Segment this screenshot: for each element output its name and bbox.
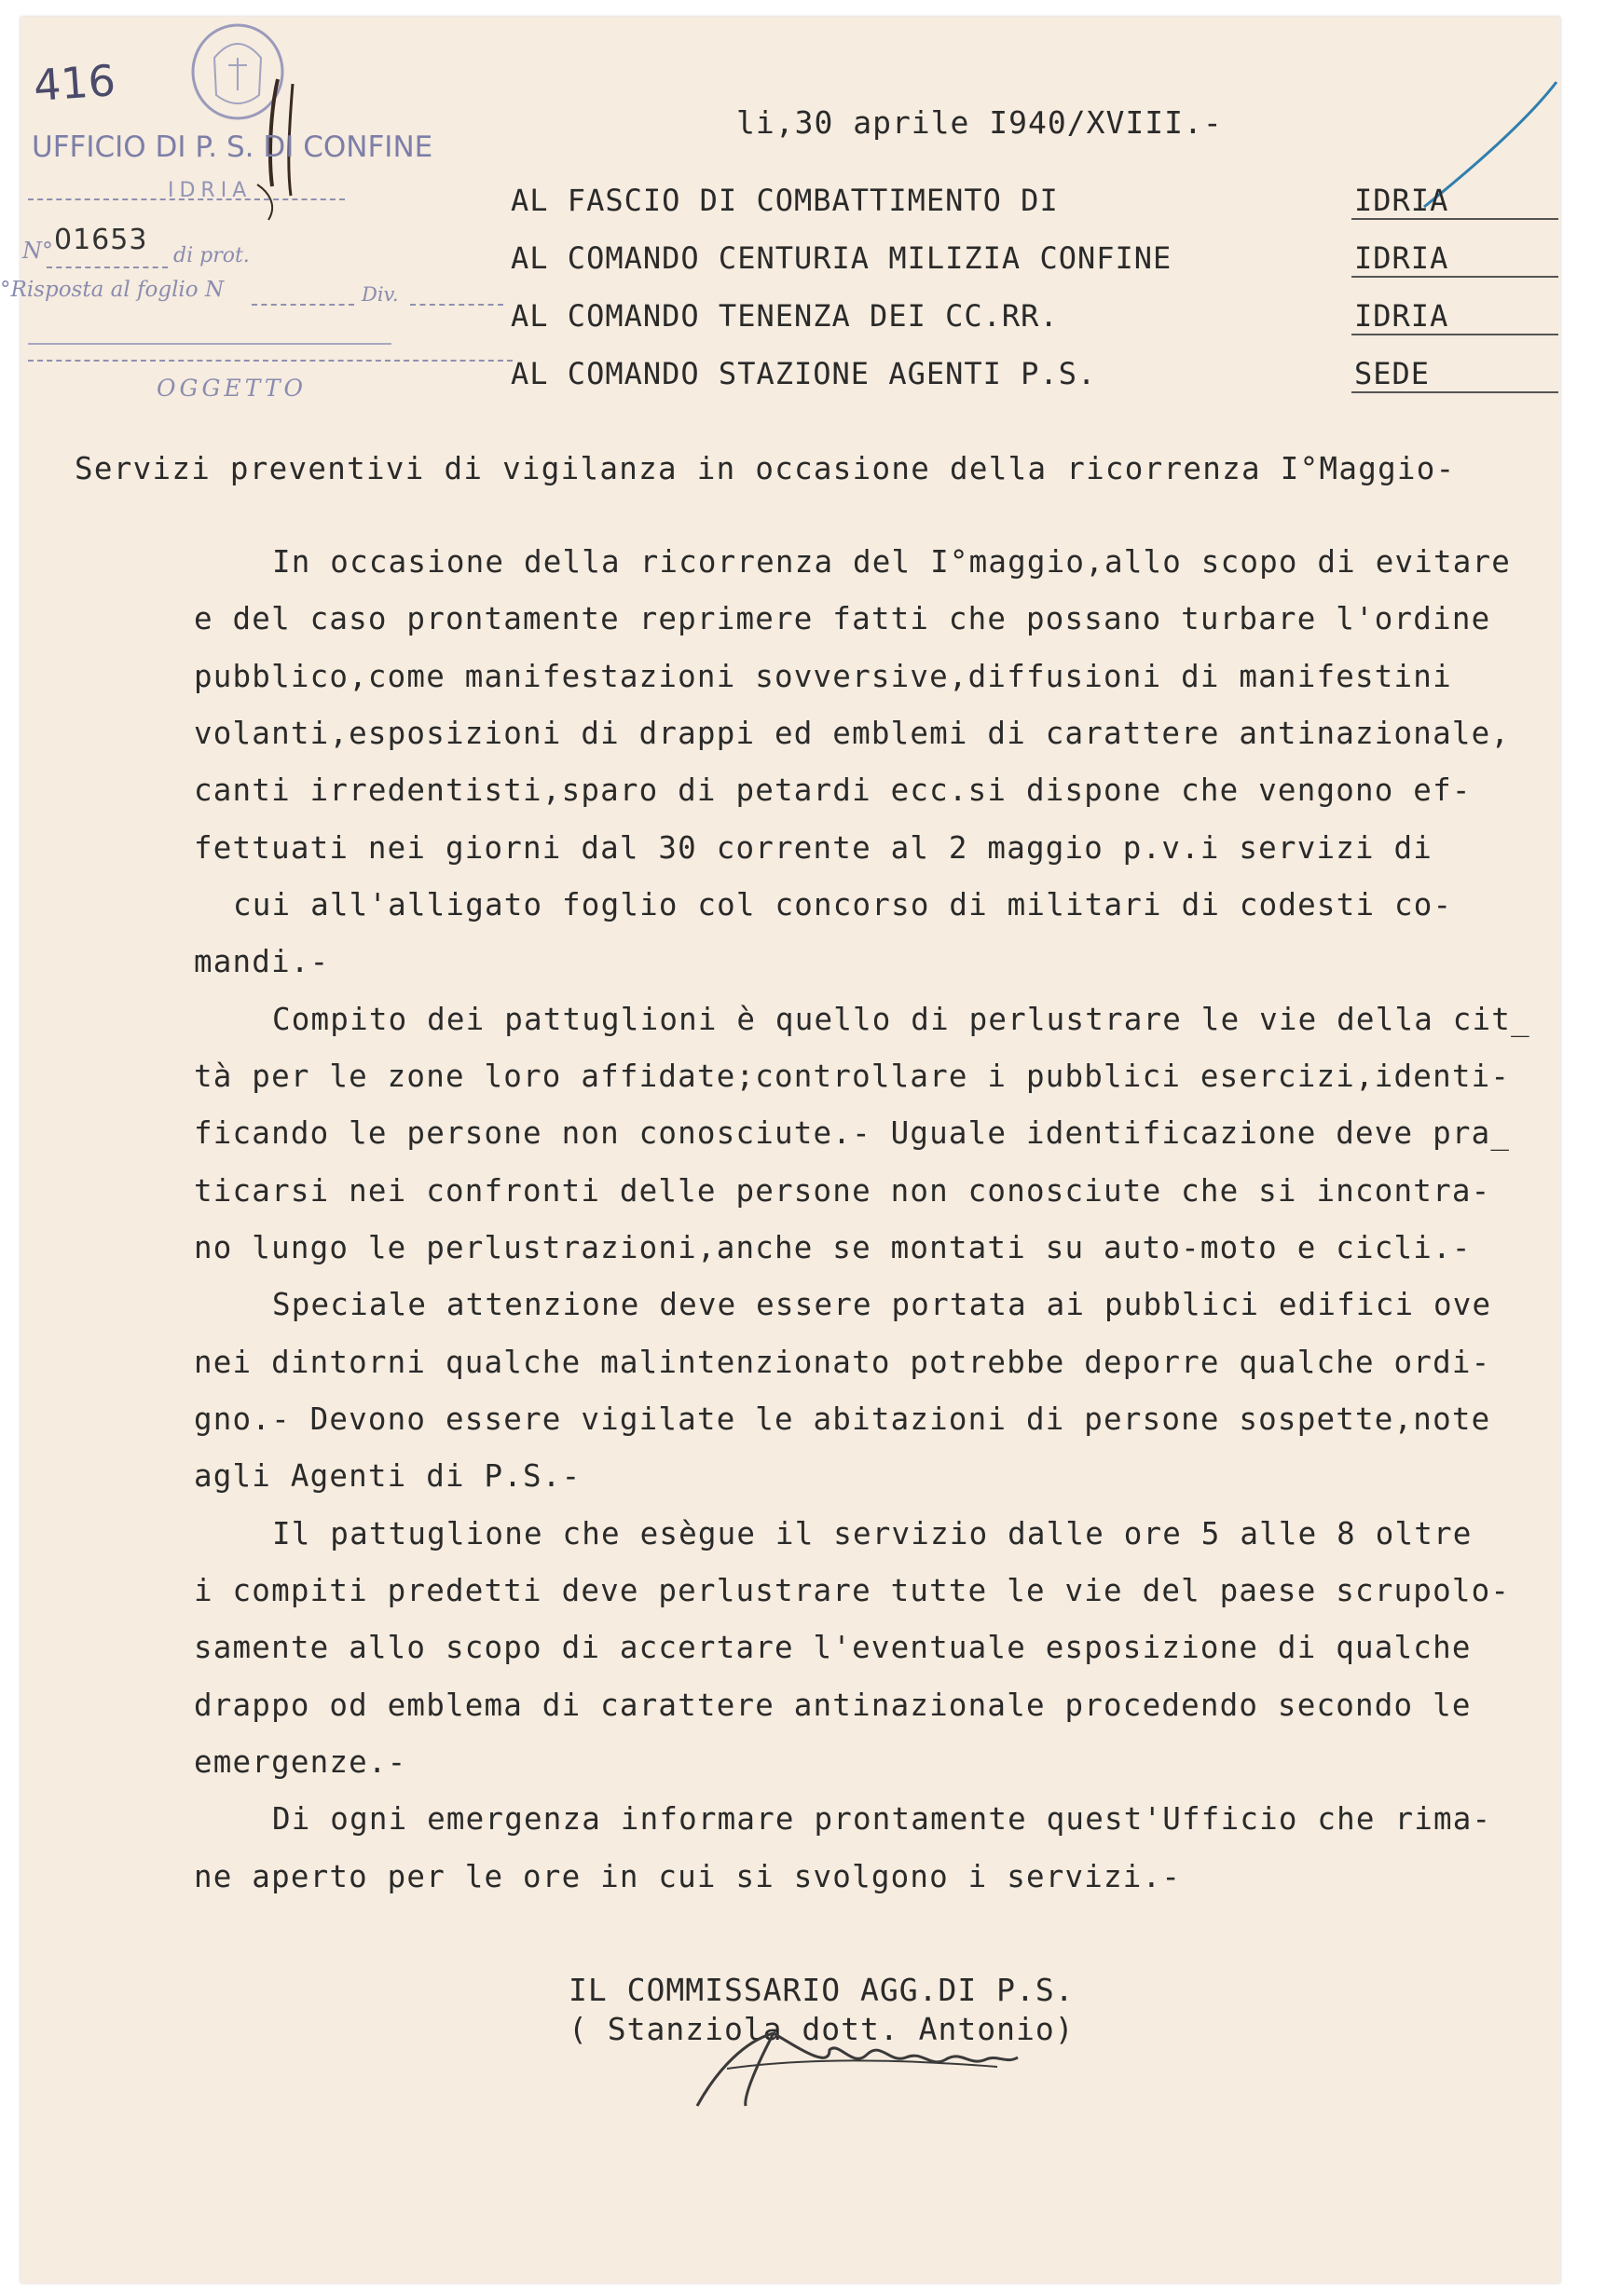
recipient-place-underline (1351, 276, 1558, 278)
recipient-to: AL FASCIO DI COMBATTIMENTO DI (511, 183, 1059, 218)
body-line: fettuati nei giorni dal 30 corrente al 2 maggio p.v.i servizi di (194, 830, 1433, 866)
body-line: ne aperto per le ore in cui si svolgono i servizi.- (194, 1859, 1182, 1894)
body-line: emergenze.- (194, 1744, 407, 1780)
body-line: Il pattuglione che esègue il servizio dalle ore 5 alle 8 oltre (272, 1516, 1473, 1551)
reply-underline (252, 304, 354, 306)
body-line: In occasione della ricorrenza del I°maggio,allo scopo di evitare (272, 544, 1512, 580)
signature-title: IL COMMISSARIO AGG.DI P.S. (569, 1972, 1075, 2008)
archive-number: 416 (32, 55, 117, 111)
recipient-place: IDRIA (1354, 183, 1449, 218)
body-line: no lungo le perlustrazioni,anche se montati su auto-moto e cicli.- (194, 1230, 1472, 1265)
body-line: nei dintorni qualche malintenzionato potrebbe deporre qualche ordi- (194, 1345, 1491, 1380)
div-underline (410, 304, 503, 306)
stamp-divider (28, 198, 345, 200)
recipient-to: AL COMANDO STAZIONE AGENTI P.S. (511, 356, 1097, 391)
body-line: Speciale attenzione deve essere portata ai pubblici edifici ove (272, 1287, 1492, 1322)
body-line: ficando le persone non conosciute.- Uguale identificazione deve pra_ (194, 1115, 1511, 1151)
body-line: tà per le zone loro affidate;controllare i pubblici esercizi,identi- (194, 1059, 1511, 1094)
stamp-rule-1 (28, 343, 391, 345)
recipient-place: IDRIA (1354, 240, 1449, 276)
body-line: agli Agenti di P.S.- (194, 1458, 582, 1494)
protocol-underline (47, 266, 168, 268)
body-line: gno.- Devono essere vigilate le abitazioni di persone sospette,note (194, 1401, 1491, 1437)
recipient-place: SEDE (1354, 356, 1431, 391)
body-line: canti irredentisti,sparo di petardi ecc.si dispone che vengono ef- (194, 772, 1472, 808)
date-line: li,30 aprile I940/XVIII.- (736, 104, 1223, 141)
stamp-place: IDRIA (168, 179, 253, 202)
body-line: pubblico,come manifestazioni sovversive,diffusioni di manifestini (194, 659, 1452, 694)
body-line: i compiti predetti deve perlustrare tutte le vie del paese scrupolo- (194, 1573, 1511, 1608)
body-line: mandi.- (194, 944, 330, 979)
body-line: volanti,esposizioni di drappi ed emblemi di carattere antinazionale, (194, 716, 1511, 751)
body-line: Di ogni emergenza informare prontamente quest'Ufficio che rima- (272, 1801, 1492, 1837)
subject-label: OGGETTO (157, 375, 307, 402)
subject-line: Servizi preventivi di vigilanza in occasione della ricorrenza I°Maggio- (75, 451, 1456, 486)
handwritten-signature (690, 2013, 1044, 2115)
recipient-place: IDRIA (1354, 298, 1449, 334)
protocol-number: 01653 (54, 224, 148, 256)
reply-label: Risposta al foglio N° (0, 278, 225, 302)
div-label: Div. (362, 283, 399, 306)
signature-name: ( Stanziola dott. Antonio) (569, 2011, 1075, 2047)
body-line: cui all'alligato foglio col concorso di militari di codesti co- (233, 887, 1453, 922)
body-line: drappo od emblema di carattere antinazionale procedendo secondo le (194, 1688, 1472, 1723)
protocol-label: N° (22, 238, 53, 264)
stamp-rule-2 (28, 360, 513, 362)
body-line: samente allo scopo di accertare l'eventuale esposizione di qualche (194, 1630, 1472, 1665)
body-line: ticarsi nei confronti delle persone non conosciute che si incontra- (194, 1173, 1491, 1209)
recipient-place-underline (1351, 218, 1558, 220)
protocol-suffix: di prot. (173, 244, 250, 267)
recipient-to: AL COMANDO TENENZA DEI CC.RR. (511, 298, 1059, 334)
recipient-place-underline (1351, 334, 1558, 335)
recipient-to: AL COMANDO CENTURIA MILIZIA CONFINE (511, 240, 1172, 276)
stamp-office: UFFICIO DI P. S. DI CONFINE (32, 130, 433, 164)
body-line: e del caso prontamente reprimere fatti che possano turbare l'ordine (194, 601, 1491, 636)
body-line: Compito dei pattuglioni è quello di perlustrare le vie della cit_ (272, 1002, 1530, 1037)
recipient-place-underline (1351, 391, 1558, 393)
